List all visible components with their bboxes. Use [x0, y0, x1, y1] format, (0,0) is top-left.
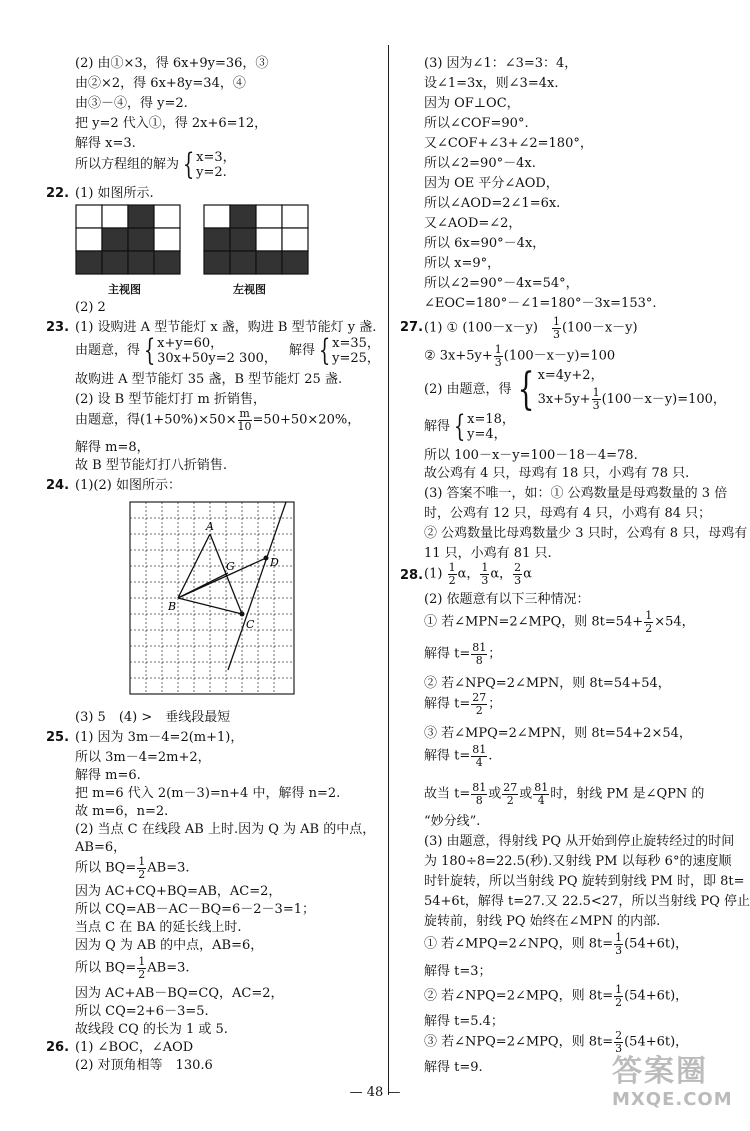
fraction: $\frac{81}{4}$ [534, 781, 549, 807]
fraction: $\frac{2}{3}$ [615, 1029, 623, 1055]
fraction: $\frac{2}{3}$ [514, 561, 522, 587]
text-line: (3) 由题意，得射线 PQ 从开始到停止旋转经过的时间 [424, 834, 735, 849]
text-line: 解得 m=8， [75, 440, 150, 455]
text-span: 时，射线 PM 是∠QPN 的 [550, 786, 705, 802]
text-line [424, 642, 501, 667]
text-line: 因为 OE 平分∠AOD， [424, 176, 559, 191]
system-row: y=25， [332, 351, 380, 366]
text-line: 因为 AC+CQ+BQ=AB，AC=2， [75, 884, 282, 899]
text-line [75, 956, 190, 981]
text-line: 因为 Q 为 AB 的中点，AB=6， [75, 938, 264, 953]
text-line: 解得 x=3. [75, 136, 136, 151]
text-line: 54+6t，解得 t=27.又 22.5<27，所以当射线 PQ 停止 [424, 894, 750, 909]
question-number: 27. [400, 320, 424, 335]
text-span: 解得 t= [424, 696, 471, 712]
system-row: x=4y+2， [537, 368, 604, 383]
text-line: 为 180÷8=22.5(秒).又射线 PM 以每秒 6°的速度顺 [424, 854, 732, 869]
left-brace: { [517, 364, 534, 415]
text-line: 由③－④，得 y=2. [75, 96, 188, 111]
point-c [240, 612, 245, 617]
fraction: $\frac{1}{3}$ [481, 561, 489, 587]
fraction: $\frac{1}{2}$ [645, 609, 653, 635]
system-rows [157, 336, 277, 366]
point-d [264, 556, 269, 561]
equation-system [75, 147, 236, 182]
text-line: ③ 若∠MPQ=2∠MPN，则 8t=54+2×54， [424, 726, 692, 741]
text-line [424, 1030, 688, 1055]
text-line [424, 562, 532, 587]
question-number: 23. [46, 320, 70, 335]
figure-caption: 左视图 [233, 283, 266, 296]
system-rows [196, 150, 236, 180]
text-line: 把 y=2 代入①，得 2x+6=12， [75, 116, 268, 131]
text-span: 故当 t= [424, 786, 471, 802]
text-line: 解得 t=3； [424, 964, 492, 979]
equation-system [75, 333, 380, 368]
figure-caption: 主视图 [108, 283, 141, 296]
text-span: =50+50×20%， [252, 412, 361, 428]
left-view-figure [203, 204, 313, 278]
text-line: 时，公鸡有 12 只，母鸡有 4 只，小鸡有 84 只； [424, 506, 712, 521]
text-span: 所以方程组的解为 [75, 157, 180, 172]
front-view-figure [75, 204, 185, 278]
text-line: 又∠AOD=∠2， [424, 216, 522, 231]
text-line: (3) 5 (4) > 垂线段最短 [75, 710, 231, 725]
question-number: 22. [46, 186, 70, 201]
text-line: 故 B 型节能灯打八折销售. [75, 458, 227, 473]
text-line: AB=6， [75, 840, 127, 855]
question-number: 28. [400, 568, 424, 583]
text-span: 或 [488, 786, 502, 802]
text-line: 所以 6x=90°－4x， [424, 236, 546, 251]
text-line [424, 932, 688, 957]
text-line: 11 只，小鸡有 81 只. [424, 546, 552, 561]
text-line: (2) 由①×3，得 6x+9y=36，③ [75, 56, 269, 71]
fraction: $\frac{1}{2}$ [448, 561, 456, 587]
page-number: — 48 — [349, 1085, 401, 1100]
text-span: (54+6t)， [624, 936, 689, 952]
text-span: α， [490, 566, 513, 582]
text-line [424, 610, 695, 635]
text-line: “妙分线”. [424, 814, 481, 829]
text-line: ∠EOC=180°－∠1=180°－3x=153°. [424, 296, 657, 311]
system-row: x=35， [332, 336, 380, 351]
fraction: $\frac{1}{2}$ [138, 855, 146, 881]
text-line: 时针旋转，所以当射线 PQ 旋转到射线 PM 时，即 8t= [424, 874, 745, 889]
label-a: A [206, 520, 214, 533]
text-line: 所以 x=9°， [424, 256, 501, 271]
text-line [75, 856, 190, 881]
text-line: 故购进 A 型节能灯 35 盏，B 型节能灯 25 盏. [75, 372, 343, 387]
text-line: 所以 CQ=2+6－3=5. [75, 1004, 209, 1019]
text-line: (1) 设购进 A 型节能灯 x 盏，购进 B 型节能灯 y 盏. [75, 320, 377, 335]
text-line: (2) 对顶角相等 130.6 [75, 1058, 213, 1073]
equation-system [424, 409, 515, 444]
text-span: 由题意，得(1+50%)×50× [75, 412, 237, 428]
text-span: α [523, 566, 532, 582]
text-line: ② 若∠NPQ=2∠MPN，则 8t=54+54， [424, 676, 671, 691]
fraction: $\frac{1}{2}$ [615, 983, 623, 1009]
system-row: x=3， [196, 150, 236, 165]
fraction: $\frac{1}{2}$ [138, 955, 146, 981]
text-line: (1) 因为 3m－4=2(m+1)， [75, 730, 244, 745]
text-span: (100－x－y) [561, 320, 638, 336]
text-line: 因为 OF⊥OC， [424, 96, 520, 111]
question-number: 26. [46, 1040, 70, 1055]
text-span: 或 [519, 786, 533, 802]
system-row: y=4， [467, 427, 507, 442]
label-b: B [168, 600, 177, 613]
text-span: (2) 由题意，得 [424, 382, 512, 397]
text-line: (1) 如图所示. [75, 186, 154, 201]
text-line: ② 公鸡数量比母鸡数量少 3 只时，公鸡有 8 只，母鸡有 [424, 526, 748, 541]
text-span: 解得 [289, 343, 316, 358]
system-rows [332, 336, 380, 366]
left-brace: { [453, 409, 466, 444]
system-row: 30x+50y=2 300， [157, 351, 277, 366]
system-rows [467, 412, 515, 442]
text-span: . [488, 748, 493, 764]
text-line: (3) 答案不唯一，如：① 公鸡数量是母鸡数量的 3 倍 [424, 486, 728, 501]
text-span: AB=3. [147, 960, 190, 976]
text-line: (2) 当点 C 在线段 AB 上时.因为 Q 为 AB 的中点， [75, 822, 376, 837]
text-line [424, 744, 492, 769]
fraction: $\frac{27}{2}$ [472, 691, 487, 717]
fraction: $\frac{81}{8}$ [472, 781, 487, 807]
watermark-logo: 答案圈 MXQE.COM [612, 1054, 733, 1110]
text-span: 由题意，得 [75, 343, 141, 358]
text-span: (1) ① (100－x－y) [424, 320, 551, 336]
text-span: (54+6t)， [624, 988, 689, 1004]
text-line: (2) 设 B 型节能灯打 m 折销售， [75, 392, 266, 407]
text-span: 所以 BQ= [75, 960, 137, 976]
text-line: 当点 C 在 BA 的延长线上时. [75, 920, 242, 935]
text-line: 所以∠2=90°－4x. [424, 156, 536, 171]
text-line: 旋转前，射线 PQ 始终在∠MPN 的内部. [424, 914, 661, 929]
text-span: α， [457, 566, 480, 582]
system-rows [538, 368, 726, 412]
text-line: 解得 m=6. [75, 768, 141, 783]
text-line: (1) ∠BOC，∠AOD [75, 1040, 194, 1055]
text-line: 故公鸡有 4 只，母鸡有 18 只，小鸡有 78 只. [424, 466, 690, 481]
column-divider [388, 45, 389, 1095]
text-line [424, 984, 688, 1009]
text-span: ② 3x+5y+ [424, 348, 493, 364]
text-line: 所以∠2=90°－4x=54°， [424, 276, 579, 291]
text-line: 把 m=6 代入 2(m－3)=n+4 中，解得 n=2. [75, 786, 341, 801]
text-line: 所以 3m－4=2m+2， [75, 750, 211, 765]
system-row: 3x+5y+ $\frac{1}{3}$ (100－x－y)=100， [537, 386, 726, 412]
text-span: 解得 [424, 419, 451, 434]
text-span: ② 若∠NPQ=2∠MPQ，则 8t= [424, 988, 614, 1004]
left-brace: { [182, 147, 195, 182]
question-number: 24. [46, 478, 70, 493]
text-span: 所以 BQ= [75, 860, 137, 876]
equation-system [424, 364, 726, 415]
text-line: 故 m=6，n=2. [75, 804, 169, 819]
text-span: ① 若∠MPQ=2∠NPQ，则 8t= [424, 936, 614, 952]
text-line: 所以∠COF=90°. [424, 116, 529, 131]
text-span: ； [488, 696, 502, 712]
text-line: 设∠1=3x，则∠3=4x. [424, 76, 559, 91]
text-line: 所以 100－x－y=100－18－4=78. [424, 448, 638, 463]
text-span: ① 若∠MPN=2∠MPQ，则 8t=54+ [424, 614, 644, 630]
text-span: 解得 t= [424, 646, 471, 662]
text-line: 又∠COF+∠3+∠2=180°， [424, 136, 593, 151]
label-g: G [226, 560, 235, 573]
text-line: (2) 依题意有以下三种情况： [424, 592, 590, 607]
text-line: 解得 t=5.4； [424, 1014, 504, 1029]
fraction: $\frac{27}{2}$ [503, 781, 518, 807]
label-c: C [246, 618, 255, 631]
system-row: x=18， [467, 412, 515, 427]
system-row: x+y=60， [157, 336, 224, 351]
question-number: 25. [46, 730, 70, 745]
text-line: 因为 AC+AB－BQ=CQ，AC=2， [75, 986, 284, 1001]
fraction: $\frac{1}{3}$ [494, 343, 502, 369]
text-line: 所以∠AOD=2∠1=6x. [424, 196, 561, 211]
text-span: 解得 t= [424, 748, 471, 764]
text-span: ③ 若∠NPQ=2∠MPQ，则 8t= [424, 1034, 614, 1050]
text-line [424, 316, 638, 341]
fraction: $\frac{1}{3}$ [552, 315, 560, 341]
text-span: (54+6t)， [624, 1034, 689, 1050]
text-line [75, 408, 360, 433]
text-line: (3) 因为∠1：∠3=3：4， [424, 56, 578, 71]
system-row: y=2. [196, 165, 227, 180]
text-line: 故线段 CQ 的长为 1 或 5. [75, 1022, 228, 1037]
text-line [424, 782, 704, 807]
text-line: 由②×2，得 6x+8y=34，④ [75, 76, 246, 91]
fraction: $\frac{1}{3}$ [615, 931, 623, 957]
left-brace: { [318, 333, 331, 368]
text-line: 所以 CQ=AB－AC－BQ=6－2－3=1； [75, 902, 315, 917]
text-line: (2) 2 [75, 300, 106, 315]
text-span: ； [488, 646, 502, 662]
fraction: $\frac{81}{8}$ [472, 641, 487, 667]
text-line [424, 692, 501, 717]
grid-geometry-figure [128, 500, 296, 696]
text-span: AB=3. [147, 860, 190, 876]
text-line: (1)(2) 如图所示： [75, 478, 181, 493]
text-line: 解得 t=9. [424, 1060, 483, 1075]
left-brace: { [143, 333, 156, 368]
text-span: ×54， [654, 614, 695, 630]
text-span: (1) [424, 566, 443, 582]
label-d: D [270, 556, 279, 569]
fraction: $\frac{81}{4}$ [472, 743, 487, 769]
text-span: (100－x－y)=100 [503, 348, 616, 364]
fraction: $\frac{m}{10}$ [237, 407, 252, 433]
